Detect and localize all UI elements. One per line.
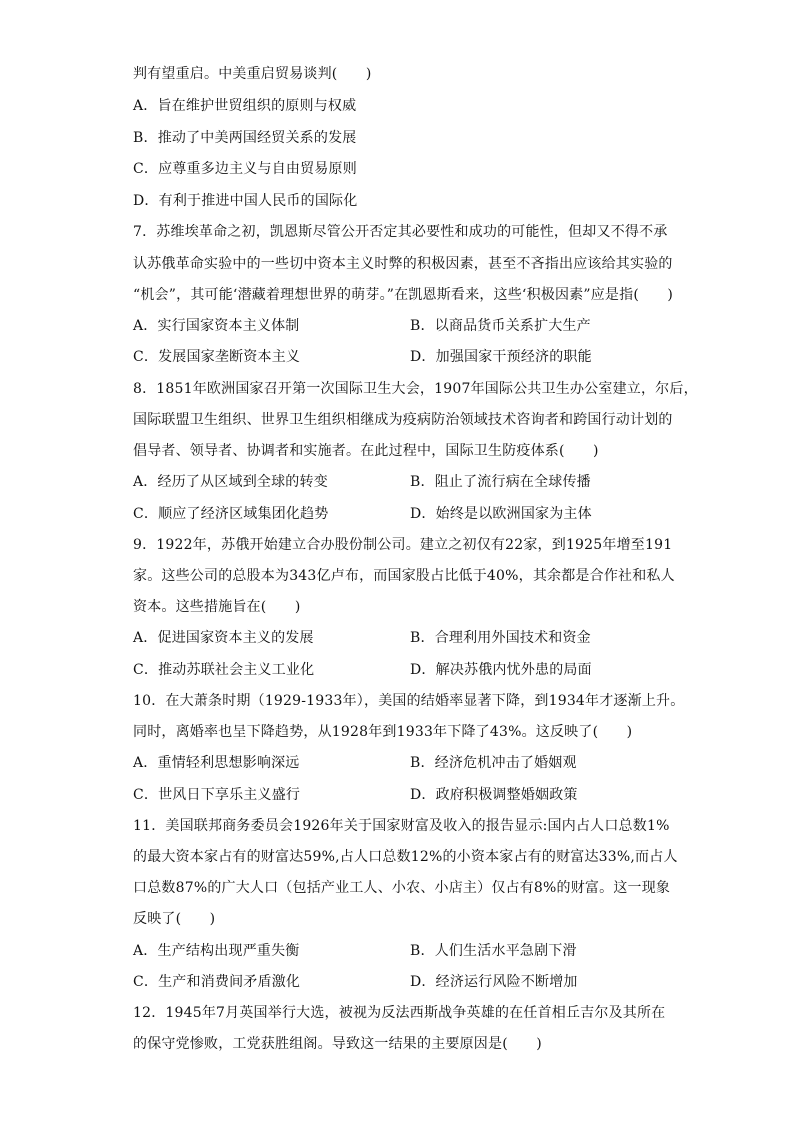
question-12-line-2: 的保守党惨败，工党获胜组阁。导致这一结果的主要原因是( ) — [133, 1036, 542, 1052]
question-7-option-b[interactable]: B．以商品货币关系扩大生产 — [410, 318, 591, 334]
question-10-option-c[interactable]: C．世风日下享乐主义盛行 — [133, 787, 301, 803]
option-d[interactable]: D．有利于推进中国人民币的国际化 — [133, 193, 358, 209]
question-9-option-b[interactable]: B．合理利用外国技术和资金 — [410, 630, 591, 646]
question-7-line-2: 认苏俄革命实验中的一些切中资本主义时弊的积极因素，甚至不吝指出应该给其实验的 — [133, 256, 673, 272]
question-10-option-a[interactable]: A．重情轻利思想影响深远 — [133, 755, 300, 771]
question-9-line-2: 家。这些公司的总股本为343亿卢布，而国家股占比低于40%，其余都是合作社和私人 — [133, 568, 675, 584]
question-stem-line: 判有望重启。中美重启贸易谈判( ) — [133, 66, 372, 82]
question-9-option-c[interactable]: C．推动苏联社会主义工业化 — [133, 662, 315, 678]
question-8-line-3: 倡导者、领导者、协调者和实施者。在此过程中，国际卫生防疫体系( ) — [133, 443, 599, 459]
option-b[interactable]: B．推动了中美两国经贸关系的发展 — [133, 130, 357, 146]
question-11-option-b[interactable]: B．人们生活水平急剧下滑 — [410, 943, 577, 959]
question-7-option-a[interactable]: A．实行国家资本主义体制 — [133, 318, 300, 334]
question-9-line-1: 9．1922年，苏俄开始建立合办股份制公司。建立之初仅有22家，到1925年增至191 — [133, 537, 673, 553]
question-11-line-2: 的最大资本家占有的财富达59%,占人口总数12%的小资本家占有的财富达33%,而占人 — [133, 849, 678, 865]
question-8-option-c[interactable]: C．顺应了经济区域集团化趋势 — [133, 506, 329, 522]
question-11-line-1: 11．美国联邦商务委员会1926年关于国家财富及收入的报告显示:国内占人口总数1% — [133, 818, 670, 834]
question-8-option-d[interactable]: D．始终是以欧洲国家为主体 — [410, 506, 592, 522]
question-10-line-2: 同时，离婚率也呈下降趋势，从1928年到1933年下降了43%。这反映了( ) — [133, 724, 633, 740]
question-11-line-3: 口总数87%的广大人口（包括产业工人、小农、小店主）仅占有8%的财富。这一现象 — [133, 880, 671, 896]
question-7-option-c[interactable]: C．发展国家垄断资本主义 — [133, 349, 301, 365]
option-a[interactable]: A．旨在维护世贸组织的原则与权威 — [133, 98, 357, 114]
question-11-option-c[interactable]: C．生产和消费间矛盾激化 — [133, 974, 301, 990]
option-c[interactable]: C．应尊重多边主义与自由贸易原则 — [133, 161, 357, 177]
question-8-option-b[interactable]: B．阻止了流行病在全球传播 — [410, 474, 591, 490]
question-11-line-4: 反映了( ) — [133, 911, 216, 927]
question-11-option-d[interactable]: D．经济运行风险不断增加 — [410, 974, 578, 990]
question-10-line-1: 10．在大萧条时期（1929-1933年），美国的结婚率显著下降，到1934年才逐渐上升。 — [133, 693, 685, 709]
question-9-line-3: 资本。这些措施旨在( ) — [133, 599, 301, 615]
question-10-option-d[interactable]: D．政府积极调整婚姻政策 — [410, 787, 578, 803]
question-7-option-d[interactable]: D．加强国家干预经济的职能 — [410, 349, 592, 365]
question-8-line-1: 8．1851年欧洲国家召开第一次国际卫生大会，1907年国际公共卫生办公室建立，尔后， — [133, 381, 698, 397]
question-7-line-1: 7．苏维埃革命之初，凯恩斯尽管公开否定其必要性和成功的可能性，但却又不得不承 — [133, 224, 668, 240]
question-9-option-d[interactable]: D．解决苏俄内忧外患的局面 — [410, 662, 592, 678]
question-10-option-b[interactable]: B．经济危机冲击了婚姻观 — [410, 755, 577, 771]
question-8-line-2: 国际联盟卫生组织、世界卫生组织相继成为疫病防治领域技术咨询者和跨国行动计划的 — [133, 412, 673, 428]
question-8-option-a[interactable]: A．经历了从区域到全球的转变 — [133, 474, 328, 490]
question-12-line-1: 12．1945年7月英国举行大选，被视为反法西斯战争英雄的在任首相丘吉尔及其所在 — [133, 1005, 666, 1021]
question-7-line-3: “机会”，其可能‘潜藏着理想世界的萌芽。”在凯恩斯看来，这些‘积极因素”应是指( ) — [133, 287, 674, 303]
question-11-option-a[interactable]: A．生产结构出现严重失衡 — [133, 943, 300, 959]
question-9-option-a[interactable]: A．促进国家资本主义的发展 — [133, 630, 314, 646]
